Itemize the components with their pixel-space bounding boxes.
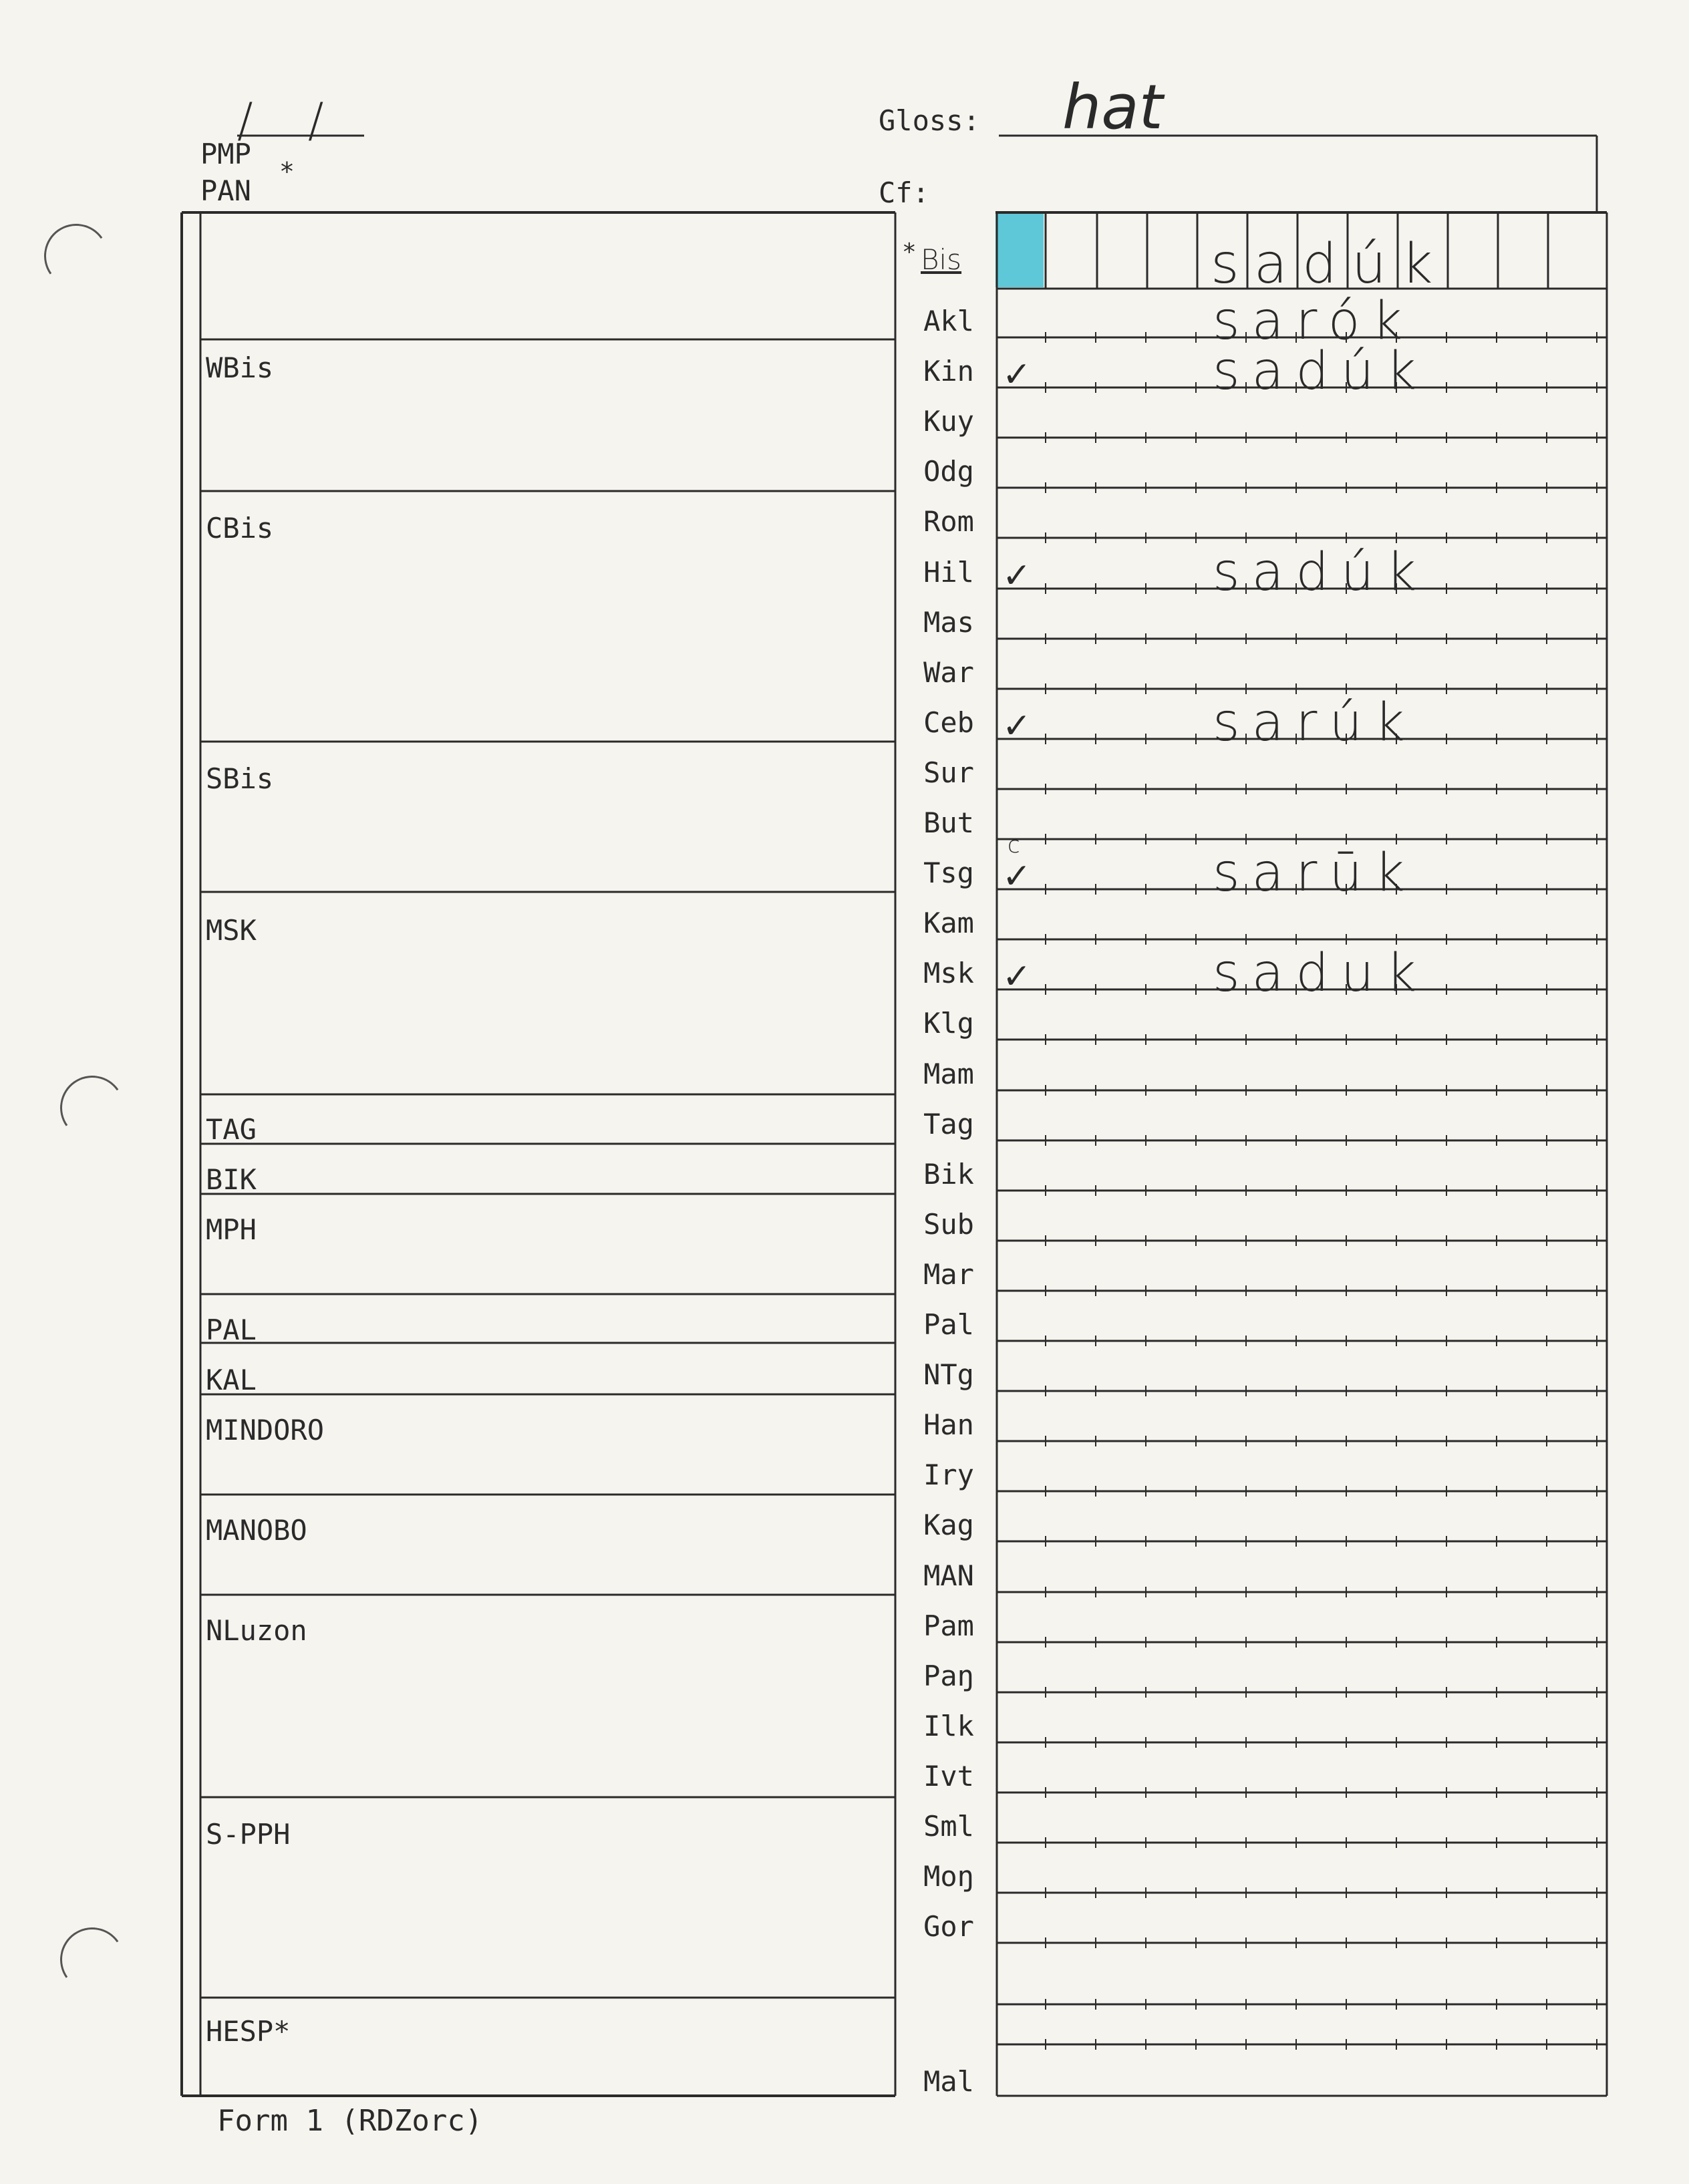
check-mark: ✓ [1002, 856, 1032, 897]
row-label-sub: Sub [923, 1207, 974, 1241]
row-label-iry: Iry [923, 1458, 974, 1492]
region-label-msk: MSK [206, 914, 257, 947]
row-label-ilk: Ilk [923, 1709, 974, 1742]
region-label-sbis: SBis [206, 762, 274, 795]
row-label-gor: Gor [923, 1910, 974, 1943]
check-mark: ✓ [1002, 706, 1032, 746]
gloss-label: Gloss: [879, 104, 980, 137]
check-mark: ✓ [1002, 957, 1032, 997]
cf-label: Cf: [879, 176, 929, 209]
row-label-paŋ: Paŋ [923, 1659, 974, 1692]
region-label-hesp-: HESP* [206, 2015, 291, 2048]
row-label-hil: Hil [923, 555, 974, 589]
region-label-mindoro: MINDORO [206, 1414, 325, 1446]
row-label-moŋ: Moŋ [923, 1860, 974, 1893]
row-label-ceb: Ceb [923, 706, 974, 739]
region-label-nluzon: NLuzon [206, 1614, 307, 1647]
region-label-cbis: CBis [206, 512, 274, 544]
check-mark-superscript: c [1008, 832, 1020, 859]
row-label-mar: Mar [923, 1257, 974, 1291]
transcription-entry: saduk [1213, 943, 1428, 1004]
row-label-han: Han [923, 1408, 974, 1442]
row-label-kam: Kam [923, 907, 974, 940]
row-label-akl: Akl [923, 305, 974, 337]
transcription-entry: sadúk [1213, 341, 1428, 402]
region-label-tag: TAG [206, 1113, 257, 1146]
bis-label: Bis [921, 243, 962, 276]
bis-star: * [902, 239, 917, 266]
row-label-msk: Msk [923, 957, 974, 990]
row-label-kag: Kag [923, 1509, 974, 1542]
row-label-sml: Sml [923, 1810, 974, 1843]
region-label-s-pph: S-PPH [206, 1818, 291, 1851]
row-label-mal: Mal [923, 2065, 974, 2098]
pan-star: * [279, 157, 295, 186]
row-label-but: But [923, 806, 974, 839]
region-label-bik: BIK [206, 1163, 257, 1196]
date-slashes: / / [237, 93, 344, 148]
row-label-mas: Mas [923, 605, 974, 639]
row-label-man: MAN [923, 1559, 974, 1592]
pmp-label: PMP [200, 138, 251, 170]
row-label-mam: Mam [923, 1057, 974, 1090]
region-label-pal: PAL [206, 1313, 257, 1346]
gloss-value: hat [1062, 71, 1163, 143]
row-label-pam: Pam [923, 1609, 974, 1642]
transcription-entry: sarúk [1213, 692, 1417, 753]
bis-entry: sadúk [1211, 232, 1448, 296]
check-mark: ✓ [1002, 555, 1032, 596]
row-label-tag: Tag [923, 1107, 974, 1140]
region-label-mph: MPH [206, 1213, 257, 1246]
row-label-kin: Kin [923, 355, 974, 388]
row-label-kuy: Kuy [923, 405, 974, 438]
transcription-entry: sadúk [1213, 542, 1428, 603]
row-label-pal: Pal [923, 1308, 974, 1341]
region-label-kal: KAL [206, 1364, 257, 1396]
row-label-ntg: NTg [923, 1358, 974, 1392]
row-label-bik: Bik [923, 1157, 974, 1191]
region-label-wbis: WBis [206, 351, 274, 384]
row-label-war: War [923, 655, 974, 689]
row-label-odg: Odg [923, 455, 974, 488]
transcription-entry: sarók [1213, 291, 1414, 351]
check-mark: ✓ [1002, 355, 1032, 396]
row-label-ivt: Ivt [923, 1759, 974, 1792]
row-label-tsg: Tsg [923, 856, 974, 890]
row-label-rom: Rom [923, 505, 974, 538]
pan-label: PAN [200, 174, 251, 207]
form-label: Form 1 (RDZorc) [217, 2104, 483, 2138]
row-label-sur: Sur [923, 756, 974, 789]
row-label-klg: Klg [923, 1007, 974, 1040]
transcription-entry: sarūk [1213, 843, 1417, 904]
region-label-manobo: MANOBO [206, 1514, 307, 1547]
